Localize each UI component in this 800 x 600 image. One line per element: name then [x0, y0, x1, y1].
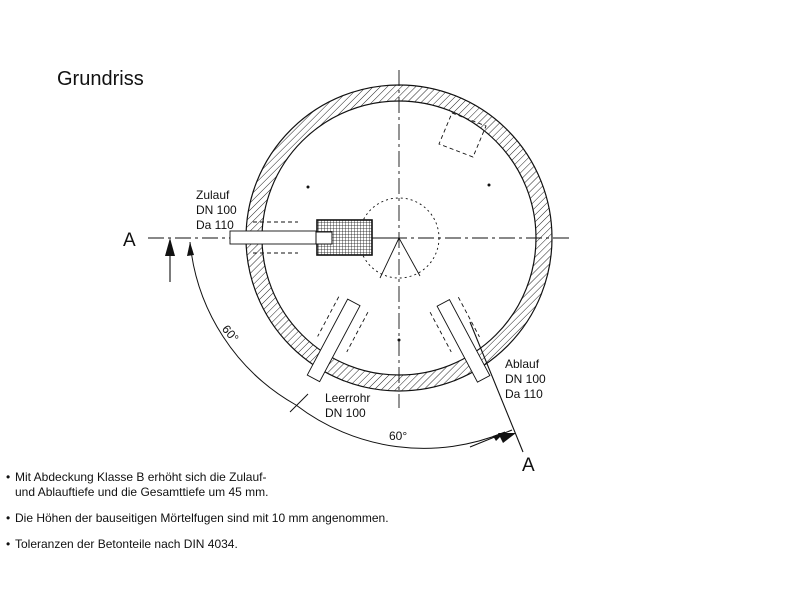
inlet-label-line1: Zulauf	[196, 188, 230, 202]
anchor-marks	[307, 184, 491, 342]
note-text: Die Höhen der bauseitigen Mörtelfugen sind mit 10 mm angenommen.	[15, 511, 389, 525]
angle-label-bottom: 60°	[389, 429, 408, 443]
empty-pipe-label-line2: DN 100	[325, 406, 366, 420]
note-item	[6, 537, 389, 552]
drawing-title: Grundriss	[57, 68, 144, 90]
filter-basket-collar	[316, 232, 332, 244]
note-bullet: •	[6, 537, 11, 551]
outlet-label-line1: Ablauf	[505, 357, 540, 371]
flow-lines	[372, 238, 420, 278]
note-item	[6, 470, 389, 500]
section-label-left: A	[123, 230, 136, 251]
note-bullet: •	[6, 470, 11, 484]
note-bullet: •	[6, 511, 11, 525]
note-item	[6, 511, 389, 526]
section-label-bottom: A	[522, 455, 535, 476]
angle-label-left: 60°	[219, 322, 242, 346]
inlet-label-line2: DN 100	[196, 203, 237, 217]
note-text: Mit Abdeckung Klasse B erhöht sich die Zulauf-	[15, 470, 267, 484]
empty-pipe-label-line1: Leerrohr	[325, 391, 371, 405]
inlet-pipe	[230, 222, 316, 253]
outlet-label-line3: Da 110	[505, 387, 543, 401]
section-arrow-left	[148, 238, 230, 282]
outlet-label-line2: DN 100	[505, 372, 546, 386]
inlet-label-line3: Da 110	[196, 218, 234, 232]
note-text: und Ablauftiefe und die Gesamttiefe um 45 mm.	[15, 485, 269, 499]
notes-list	[6, 470, 389, 563]
note-text: Toleranzen der Betonteile nach DIN 4034.	[15, 537, 238, 551]
